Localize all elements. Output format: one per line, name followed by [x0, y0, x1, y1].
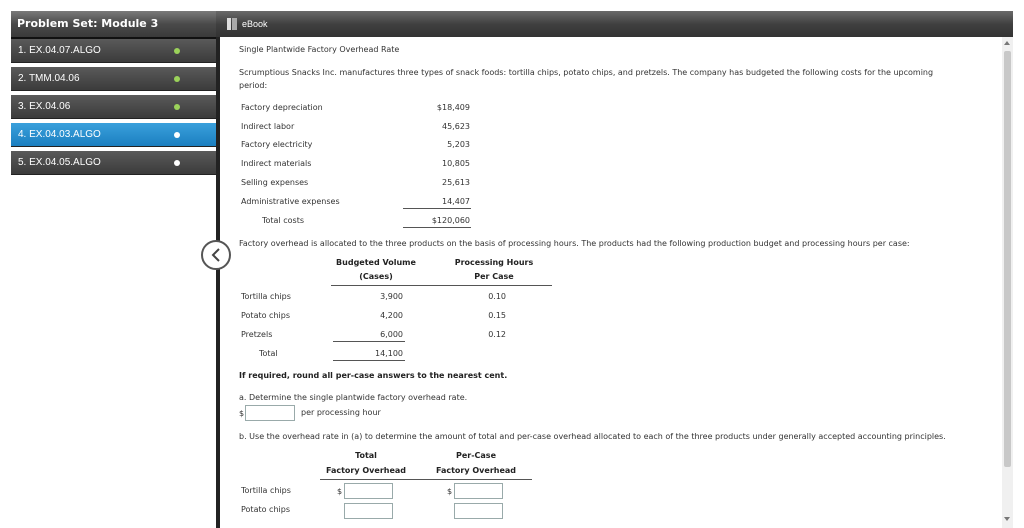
problem-item-3[interactable] [11, 95, 216, 119]
currency-symbol: $ [337, 487, 343, 496]
per-case-header-sub: Factory Overhead [435, 466, 517, 475]
ebook-header [216, 11, 1013, 37]
rate-unit-label: per processing hour [301, 408, 381, 417]
incomplete-dot-icon [174, 160, 180, 166]
cost-label: Factory depreciation [241, 103, 323, 112]
problem-item-5[interactable] [11, 151, 216, 175]
problem-item-label: 3. EX.04.06 [18, 101, 71, 112]
total-overhead-header-sub: Factory Overhead [325, 466, 407, 475]
hours-header: Processing Hours [454, 258, 534, 267]
cost-label: Indirect materials [241, 159, 312, 168]
problem-item-1[interactable] [11, 39, 216, 63]
problem-list [11, 39, 216, 528]
tortilla-per-case-input[interactable] [454, 483, 503, 499]
problem-item-label: 5. EX.04.05.ALGO [18, 157, 101, 168]
total-underline [403, 227, 471, 228]
allocation-text: Factory overhead is allocated to the three products on the basis of processing hours. The products had the following production budget and processing hours per case: [239, 239, 910, 248]
currency-symbol: $ [239, 409, 245, 418]
product-volume: 4,200 [380, 311, 403, 320]
intro-text: Scrumptious Snacks Inc. manufactures three types of snack foods: tortilla chips, potato chips, and pretzels. The company has budgeted the following costs for the upcoming [239, 68, 934, 77]
cost-label: Factory electricity [241, 140, 313, 149]
completed-check-icon [174, 104, 180, 110]
product-volume: 3,900 [380, 292, 403, 301]
part-a-prompt: a. Determine the single plantwide factory overhead rate. [239, 393, 468, 402]
product-name: Tortilla chips [241, 292, 291, 301]
product-volume: 6,000 [380, 330, 403, 339]
ebook-panel [216, 11, 1013, 528]
rate-input[interactable] [245, 405, 295, 421]
ebook-tab-label[interactable]: eBook [242, 19, 268, 29]
intro-text-cont: period: [239, 81, 268, 90]
product-name: Pretzels [241, 330, 273, 339]
problem-item-label: 1. EX.04.07.ALGO [18, 45, 101, 56]
potato-per-case-input[interactable] [454, 503, 503, 519]
problem-item-label: 2. TMM.04.06 [18, 73, 80, 84]
problem-item-label: 4. EX.04.03.ALGO [18, 129, 101, 140]
product-hours: 0.10 [488, 292, 506, 301]
content-scrollbar[interactable] [1002, 37, 1013, 528]
total-underline [333, 360, 405, 361]
header-rule [331, 285, 552, 286]
cost-value: 45,623 [442, 122, 470, 131]
cost-label: Selling expenses [241, 178, 309, 187]
total-costs-value: $120,060 [431, 216, 470, 225]
problem-item-4[interactable] [11, 123, 216, 147]
cost-value: 14,407 [442, 197, 470, 206]
product-name: Potato chips [241, 505, 290, 514]
part-b-prompt: b. Use the overhead rate in (a) to determine the amount of total and per-case overhead allocated to each of the three products under generally accepted accounting principles. [239, 432, 946, 441]
sum-line [333, 341, 405, 342]
header-rule [320, 479, 532, 480]
currency-symbol: $ [447, 487, 453, 496]
total-costs-label: Total costs [262, 216, 304, 225]
hours-header-sub: Per Case [474, 272, 514, 281]
completed-check-icon [174, 76, 180, 82]
cost-label: Administrative expenses [241, 197, 340, 206]
book-icon [227, 18, 237, 30]
cost-value: 25,613 [442, 178, 470, 187]
problem-set-sidebar [11, 11, 216, 528]
product-name: Tortilla chips [241, 486, 291, 495]
current-dot-icon [174, 132, 180, 138]
collapse-panel-button[interactable] [201, 240, 231, 270]
potato-total-overhead-input[interactable] [344, 503, 393, 519]
volume-header: Budgeted Volume [336, 258, 416, 267]
product-hours: 0.15 [488, 311, 506, 320]
cost-label: Indirect labor [241, 122, 295, 131]
problem-set-title: Problem Set: Module 3 [11, 11, 216, 37]
cost-value: 5,203 [447, 140, 470, 149]
chevron-left-icon [210, 248, 222, 262]
product-hours: 0.12 [488, 330, 506, 339]
problem-content [220, 37, 1002, 528]
product-name: Potato chips [241, 311, 290, 320]
tortilla-total-overhead-input[interactable] [344, 483, 393, 499]
window-top-edge [0, 0, 1024, 11]
per-case-header: Per-Case [455, 451, 496, 460]
product-total-value: 14,100 [375, 349, 403, 358]
scroll-down-icon[interactable] [1004, 517, 1010, 521]
problem-item-2[interactable] [11, 67, 216, 91]
completed-check-icon [174, 48, 180, 54]
scroll-thumb[interactable] [1004, 51, 1011, 467]
volume-header-sub: (Cases) [359, 272, 393, 281]
rounding-note: If required, round all per-case answers to the nearest cent. [239, 371, 508, 380]
cost-value: 10,805 [442, 159, 470, 168]
cost-value: $18,409 [436, 103, 470, 112]
scroll-up-icon[interactable] [1004, 41, 1010, 45]
problem-heading: Single Plantwide Factory Overhead Rate [239, 45, 400, 54]
product-total-label: Total [259, 349, 278, 358]
sum-line [403, 208, 471, 209]
total-overhead-header: Total [355, 451, 377, 460]
